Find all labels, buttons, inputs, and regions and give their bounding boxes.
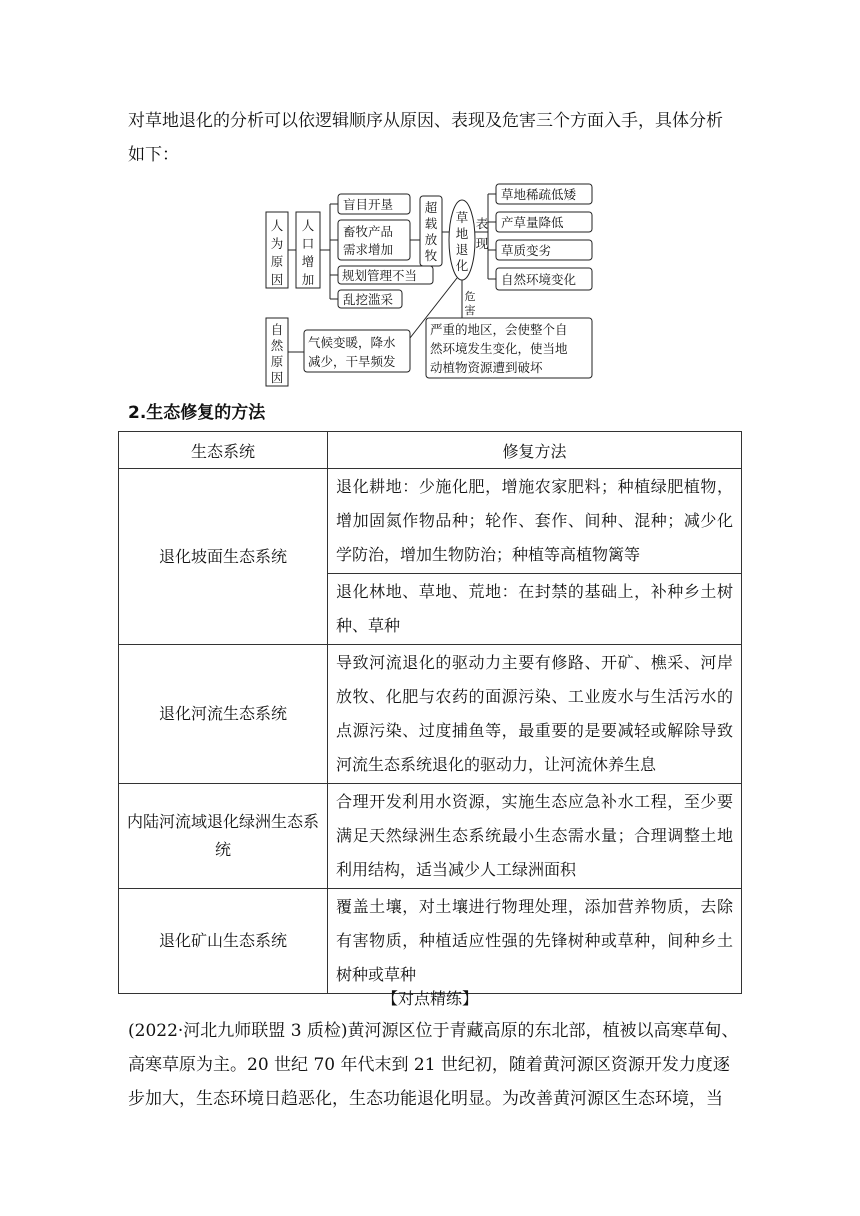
manifestation-label: 自然环境变化 bbox=[501, 272, 577, 287]
human-cause-char: 为 bbox=[270, 236, 284, 251]
natural-cause-char: 原 bbox=[270, 354, 284, 369]
manifestation-label: 草质变劣 bbox=[501, 243, 552, 258]
manifest-label-char: 表 bbox=[475, 216, 489, 231]
population-char: 加 bbox=[301, 272, 315, 287]
method-cell: 覆盖土壤，对土壤进行物理处理，添加营养物质，去除有害物质，种植适应性强的先锋树种或草种，间种乡土树种或草种 bbox=[328, 889, 742, 994]
method-cell: 退化林地、草地、荒地：在封禁的基础上，补种乡土树种、草种 bbox=[328, 574, 742, 645]
harm-line: 然环境发生变化，使当地 bbox=[430, 341, 568, 356]
practice-line-1: (2022·河北九师联盟 3 质检)黄河源区位于青藏高原的东北部，植被以高寒草甸、 bbox=[128, 1021, 739, 1041]
table-row bbox=[119, 469, 742, 574]
system-cell: 退化坡面生态系统 bbox=[119, 469, 328, 645]
activity-label: 畜牧产品 bbox=[343, 224, 394, 239]
activity-label: 盲目开垦 bbox=[343, 197, 394, 212]
overgrazing-char: 放 bbox=[424, 232, 438, 247]
population-char: 增 bbox=[301, 254, 315, 269]
table-row bbox=[119, 784, 742, 889]
activity-label: 规划管理不当 bbox=[342, 268, 418, 283]
degradation-char: 化 bbox=[455, 258, 469, 273]
table-row bbox=[119, 889, 742, 994]
restoration-methods-table bbox=[118, 431, 742, 994]
harm-line: 动植物资源遭到破坏 bbox=[430, 360, 543, 375]
population-char: 口 bbox=[301, 236, 315, 251]
natural-cause-char: 然 bbox=[270, 338, 284, 353]
method-cell: 导致河流退化的驱动力主要有修路、开矿、樵采、河岸放牧、化肥与农药的面源污染、工业废水与生活污水的点源污染、过度捕鱼等，最重要的是要减轻或解除导致河流生态系统退化的驱动力，让河流休养生息 bbox=[328, 645, 742, 784]
practice-line-2: 高寒草原为主。20 世纪 70 年代末到 21 世纪初，随着黄河源区资源开发力度逐 bbox=[128, 1055, 730, 1075]
manifestation-label: 产草量降低 bbox=[501, 215, 564, 230]
climate-line: 气候变暖，降水 bbox=[308, 335, 396, 350]
natural-cause-char: 自 bbox=[270, 322, 284, 337]
system-cell: 内陆河流域退化绿洲生态系统 bbox=[119, 784, 328, 889]
section-heading: 2.生态修复的方法 bbox=[128, 403, 266, 423]
degradation-char: 草 bbox=[455, 210, 469, 225]
method-cell: 退化耕地：少施化肥，增施农家肥料；种植绿肥植物，增加固氮作物品种；轮作、套作、间种、混种；减少化学防治，增加生物防治；种植等高植物篱等 bbox=[328, 469, 742, 574]
overgrazing-char: 牧 bbox=[424, 248, 438, 263]
activity-label: 乱挖滥采 bbox=[343, 292, 394, 307]
manifest-label-char: 现 bbox=[475, 236, 489, 251]
human-cause-char: 因 bbox=[270, 272, 284, 287]
degradation-char: 地 bbox=[455, 226, 469, 241]
natural-cause-char: 因 bbox=[270, 370, 284, 385]
manifestation-label: 草地稀疏低矮 bbox=[501, 187, 577, 202]
harm-line: 严重的地区，会使整个自 bbox=[430, 322, 568, 337]
population-char: 人 bbox=[301, 218, 315, 233]
harm-label-char: 害 bbox=[464, 304, 476, 317]
practice-line-3: 步加大，生态环境日趋恶化，生态功能退化明显。为改善黄河源区生态环境，当 bbox=[128, 1089, 723, 1109]
harm-label-char: 危 bbox=[464, 290, 476, 303]
activity-label: 需求增加 bbox=[343, 242, 394, 257]
intro-line-1: 对草地退化的分析可以依逻辑顺序从原因、表现及危害三个方面入手，具体分析 bbox=[128, 111, 723, 131]
degradation-char: 退 bbox=[455, 242, 469, 257]
header-system: 生态系统 bbox=[119, 432, 328, 469]
system-cell: 退化河流生态系统 bbox=[119, 645, 328, 784]
practice-title: 【对点精练】 bbox=[381, 989, 478, 1008]
grassland-degradation-diagram bbox=[0, 0, 860, 400]
human-cause-char: 人 bbox=[270, 218, 284, 233]
header-method: 修复方法 bbox=[328, 432, 742, 469]
intro-line-2: 如下： bbox=[128, 145, 179, 165]
table-row bbox=[119, 645, 742, 784]
method-cell: 合理开发利用水资源，实施生态应急补水工程，至少要满足天然绿洲生态系统最小生态需水量；合理调整土地利用结构，适当减少人工绿洲面积 bbox=[328, 784, 742, 889]
overgrazing-char: 超 bbox=[424, 200, 438, 215]
table-header-row bbox=[119, 432, 742, 469]
climate-line: 减少，干旱频发 bbox=[308, 354, 396, 369]
system-cell: 退化矿山生态系统 bbox=[119, 889, 328, 994]
human-cause-char: 原 bbox=[270, 254, 284, 269]
overgrazing-char: 载 bbox=[424, 216, 438, 231]
